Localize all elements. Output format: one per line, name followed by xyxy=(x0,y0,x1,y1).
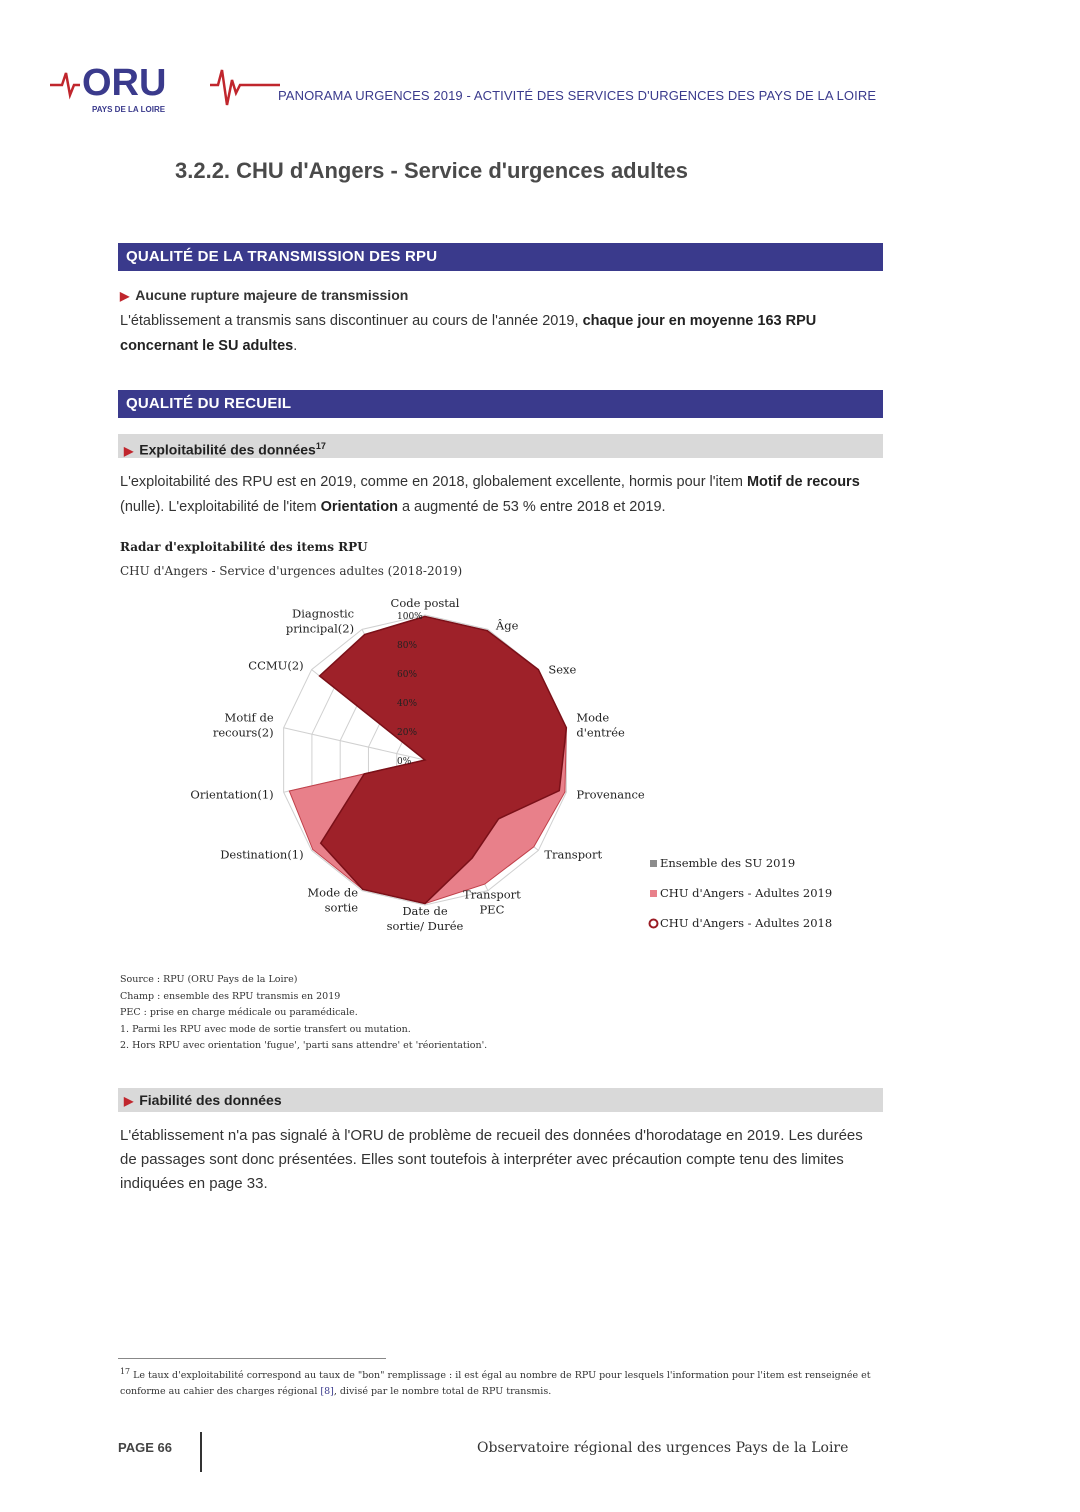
radar-category-label-line: sortie xyxy=(324,900,359,915)
section-band-recueil: QUALITÉ DU RECUEIL xyxy=(118,390,883,418)
radar-category-label xyxy=(548,663,576,677)
running-title: PANORAMA URGENCES 2019 - ACTIVITÉ DES SERVICES D'URGENCES DES PAYS DE LA LOIRE xyxy=(278,88,877,103)
footnote: $^{17}$ Le taux d'exploitabilité correspond au taux de "bon" remplissage : il est égal au nombre de RPU pour lesquels l'information pour l'item est renseignée et conforme au cahier des charges régional [8], divisé par le nombre total de RPU transmis. xyxy=(120,1367,871,1398)
oru-logo xyxy=(50,55,280,125)
radar-category-label-line: Sexe xyxy=(548,662,577,677)
radar-category-label-line: Mode de xyxy=(307,885,359,900)
radar-category-label-line: principal(2) xyxy=(285,621,355,636)
radar-tick-label: 80% xyxy=(397,641,418,651)
note-line: 1. Parmi les RPU avec mode de sortie transfert ou mutation. xyxy=(120,1023,411,1035)
radar-tick-label: 40% xyxy=(397,699,418,709)
radar-category-label xyxy=(576,711,625,740)
transmission-subtitle: Aucune rupture majeure de transmission xyxy=(135,287,409,303)
radar-category-label-line: Âge xyxy=(495,618,519,633)
radar-category-label xyxy=(213,711,274,740)
radar-category-label xyxy=(391,596,460,610)
radar-category-label-line: Orientation(1) xyxy=(190,787,274,802)
radar-category-label-line: CCMU(2) xyxy=(248,658,304,673)
radar-category-label-line: Transport xyxy=(463,887,521,902)
triangle-bullet-icon: ▶ xyxy=(124,1094,134,1108)
radar-tick-label: 20% xyxy=(397,728,418,738)
note-line: Source : RPU (ORU Pays de la Loire) xyxy=(120,974,298,985)
page-title: 3.2.2. CHU d'Angers - Service d'urgences adultes xyxy=(175,158,688,183)
radar-category-label-line: Mode xyxy=(576,710,610,725)
radar-category-label xyxy=(495,618,519,632)
radar-category-label-line: Date de xyxy=(402,904,448,918)
radar-category-label-line: Transport xyxy=(544,847,603,862)
note-line: PEC : prise en charge médicale ou paramédicale. xyxy=(120,1007,358,1018)
radar-category-label-line: PEC xyxy=(479,902,505,917)
chart-subtitle: CHU d'Angers - Service d'urgences adultes (2018-2019) xyxy=(120,564,463,578)
radar-category-label-line: Destination(1) xyxy=(220,847,304,862)
footer-organization: Observatoire régional des urgences Pays de la Loire xyxy=(477,1440,849,1456)
radar-tick-label: 100% xyxy=(397,612,423,622)
radar-category-label-line: recours(2) xyxy=(212,725,274,740)
note-line: Champ : ensemble des RPU transmis en 2019 xyxy=(120,990,341,1002)
radar-category-label-line: d'entrée xyxy=(576,725,625,740)
radar-category-label xyxy=(220,847,303,861)
triangle-bullet-icon: ▶ xyxy=(120,289,130,303)
radar-category-label xyxy=(248,659,303,673)
section-band-transmission: QUALITÉ DE LA TRANSMISSION DES RPU xyxy=(118,243,883,271)
radar-category-label xyxy=(576,787,645,801)
legend-swatch xyxy=(650,860,657,867)
radar-category-label xyxy=(387,904,464,933)
fiabilite-paragraph: L'établissement n'a pas signalé à l'ORU de problème de recueil des données d'horodatage en 2019. Les durées de passages sont donc présentées. Elles sont toutefois à interpréter avec précaution compte tenu des limites indiquées en page 33. xyxy=(120,1127,863,1192)
radar-category-label-line: Provenance xyxy=(576,787,645,802)
subband-exploitabilite: ▶ Exploitabilité des données$^{17}$ xyxy=(118,434,883,458)
footnote-rule xyxy=(118,1358,386,1359)
legend-label: CHU d'Angers - Adultes 2018 xyxy=(660,916,833,930)
radar-chart xyxy=(170,585,890,955)
radar-category-label xyxy=(544,847,602,861)
logo-subtext: PAYS DE LA LOIRE xyxy=(92,105,166,114)
footnote-link[interactable]: [8] xyxy=(320,1386,334,1398)
page-number: PAGE 66 xyxy=(118,1440,172,1455)
radar-category-label xyxy=(190,787,273,801)
radar-category-label-line: Diagnostic xyxy=(291,606,355,621)
subband-fiabilite: ▶ Fiabilité des données xyxy=(118,1088,883,1112)
logo-text: ORU xyxy=(82,62,167,104)
radar-tick-label: 60% xyxy=(397,670,418,680)
legend-swatch xyxy=(650,920,658,928)
legend-label: Ensemble des SU 2019 xyxy=(660,856,796,870)
note-line: 2. Hors RPU avec orientation 'fugue', 'parti sans attendre' et 'réorientation'. xyxy=(120,1040,488,1051)
radar-category-label-line: Code postal xyxy=(390,596,460,610)
radar-category-label xyxy=(307,886,358,915)
legend-swatch xyxy=(650,890,657,897)
radar-category-label xyxy=(286,606,354,635)
footer-divider xyxy=(200,1432,202,1472)
radar-tick-label: 0% xyxy=(397,757,412,767)
radar-category-label-line: sortie/ Durée xyxy=(386,919,464,933)
radar-category-label xyxy=(463,888,521,917)
triangle-bullet-icon: ▶ xyxy=(124,443,134,458)
chart-title: Radar d'exploitabilité des items RPU xyxy=(120,540,368,554)
transmission-paragraph: ▶ Aucune rupture majeure de transmission L'établissement a transmis sans discontinuer au cours de l'année 2019, chaque jour en moyenne 163 RPU concernant le SU adultes. xyxy=(120,287,817,354)
exploitabilite-paragraph: L'exploitabilité des RPU est en 2019, comme en 2018, globalement excellente, hormis pour l'item Motif de recours (nulle). L'exploitabilité de l'item Orientation a augmenté de 53 % entre 2018 et 2019. xyxy=(120,474,860,515)
series-adultes-2018 xyxy=(320,616,567,903)
chart-notes xyxy=(120,972,487,1055)
radar-category-label-line: Motif de xyxy=(224,710,274,725)
legend-label: CHU d'Angers - Adultes 2019 xyxy=(660,886,833,900)
